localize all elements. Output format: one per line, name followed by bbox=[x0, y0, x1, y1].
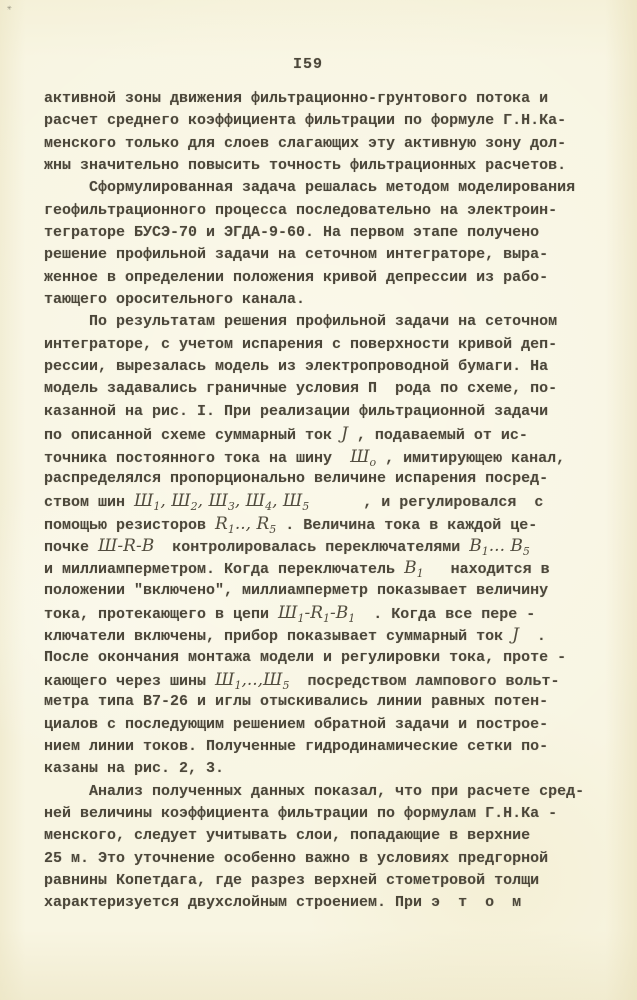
math-symbol: Ш bbox=[278, 602, 298, 623]
typewriter-text: активной зоны движения фильтрационно-грунтового потока и bbox=[44, 90, 549, 107]
typewriter-text: менского, следует учитывать слои, попадающие в верхние bbox=[44, 827, 531, 845]
typewriter-text: распределялся пропорционально величине испарения посред- bbox=[44, 469, 549, 487]
math-subscript: 5 bbox=[282, 678, 290, 692]
text-line bbox=[44, 155, 629, 177]
typewriter-text: . Когда все пере - bbox=[355, 605, 536, 623]
text-line bbox=[44, 177, 629, 199]
typewriter-text: менского только для слоев слагающих эту активную зону дол- bbox=[44, 134, 567, 152]
text-line bbox=[44, 624, 629, 646]
page-number: I59 bbox=[292, 56, 323, 73]
text-line bbox=[44, 848, 629, 870]
math-subscript: 1 bbox=[234, 678, 242, 692]
typewriter-text: кающего через шины bbox=[44, 672, 216, 690]
math-subscript: 3 bbox=[227, 500, 235, 514]
typewriter-text: ней величины коэффициента фильтрации по формулам Г.Н.Ка - bbox=[44, 805, 558, 822]
typewriter-text: рессии, вырезалась модель из электропроводной бумаги. На bbox=[44, 358, 549, 376]
math-symbol: .., R bbox=[234, 513, 270, 534]
typewriter-text: После окончания монтажа модели и регулировки тока, проте - bbox=[44, 648, 567, 666]
text-line bbox=[44, 446, 629, 468]
paragraph bbox=[44, 177, 629, 311]
text-line bbox=[44, 602, 629, 624]
text-line bbox=[44, 669, 629, 691]
text-line bbox=[44, 311, 629, 333]
math-subscript: 1 bbox=[227, 522, 235, 536]
typewriter-text: ключатели включены, прибор показывает суммарный ток bbox=[44, 628, 513, 646]
math-symbol: , Ш bbox=[272, 491, 303, 512]
text-line bbox=[44, 557, 629, 579]
typewriter-text: точника постоянного тока на шину bbox=[44, 449, 351, 467]
typewriter-text: . Величина тока в каждой це- bbox=[276, 516, 538, 534]
typewriter-text: равнины Копетдага, где разрез верхней стометровой толщи bbox=[44, 872, 540, 890]
text-line bbox=[44, 513, 629, 535]
typewriter-text: решение профильной задачи на сеточном интеграторе, выра- bbox=[44, 246, 549, 264]
math-symbol: ,..,Ш bbox=[241, 669, 283, 690]
text-line bbox=[44, 870, 629, 892]
math-symbol: Ш bbox=[350, 446, 370, 467]
math-symbol: , Ш bbox=[197, 491, 228, 512]
math-symbol: В bbox=[404, 558, 417, 579]
math-symbol: , Ш bbox=[160, 491, 191, 512]
math-subscript: 1 bbox=[416, 567, 424, 581]
typewriter-text: модель задавались граничные условия П рода по схеме, по- bbox=[44, 380, 558, 398]
math-subscript: o bbox=[369, 455, 377, 469]
text-line bbox=[44, 133, 629, 155]
math-subscript: 1 bbox=[348, 611, 356, 625]
math-symbol: ... В bbox=[488, 535, 523, 556]
text-line bbox=[44, 200, 629, 222]
text-line bbox=[44, 468, 629, 490]
typewriter-text: казаны на рис. 2, 3. bbox=[44, 760, 225, 778]
typewriter-text: казанной на рис. I. При реализации фильтрационной задачи bbox=[44, 402, 549, 420]
typewriter-text: циалов с последующим решением обратной задачи и построе- bbox=[44, 715, 549, 733]
math-subscript: 1 bbox=[323, 611, 330, 625]
text-line bbox=[44, 334, 629, 356]
math-subscript: 5 bbox=[522, 544, 530, 558]
math-symbol: Ш bbox=[134, 491, 154, 512]
math-symbol: Ш-R-В bbox=[98, 535, 155, 556]
typewriter-text: характеризуется двухслойным строением. При э т о м bbox=[44, 894, 522, 912]
text-line bbox=[44, 781, 629, 803]
typewriter-text: посредством лампового вольт- bbox=[289, 672, 560, 690]
typewriter-text: расчет среднего коэффициента фильтрации по формуле Г.Н.Ка- bbox=[44, 112, 567, 130]
typewriter-text: метра типа В7-26 и иглы отыскивались линии равных потен- bbox=[44, 693, 549, 711]
math-symbol: Ш bbox=[215, 669, 235, 690]
text-line bbox=[44, 691, 629, 713]
typewriter-text: тока, протекающего в цепи bbox=[44, 605, 279, 623]
typewriter-text: . bbox=[518, 628, 546, 646]
typewriter-text: и миллиамперметром. Когда переключатель bbox=[44, 561, 405, 579]
math-symbol: J bbox=[341, 424, 348, 445]
typewriter-text: положении "включено", миллиамперметр показывает величину bbox=[44, 581, 549, 599]
text-line bbox=[44, 244, 629, 266]
text-line bbox=[44, 714, 629, 736]
typewriter-text: почке bbox=[44, 538, 99, 556]
paragraph bbox=[44, 311, 629, 780]
typewriter-text: , имитирующею канал, bbox=[376, 449, 566, 467]
math-subscript: 2 bbox=[190, 500, 198, 514]
typewriter-text: теграторе БУСЭ-70 и ЭГДА-9-60. На первом этапе получено bbox=[44, 224, 540, 242]
math-subscript: 1 bbox=[297, 611, 305, 625]
typewriter-text: , и регулировался с bbox=[309, 494, 544, 512]
typewriter-text: жны значительно повысить точность фильтрационных расчетов. bbox=[44, 157, 567, 175]
text-line bbox=[44, 892, 629, 914]
typewriter-text: женное в определении положения кривой депрессии из рабо- bbox=[44, 268, 549, 286]
typewriter-text: тающего оросительного канала. bbox=[44, 291, 306, 309]
typewriter-text: интеграторе, с учетом испарения с поверхности кривой деп- bbox=[44, 335, 558, 353]
typewriter-text: по описанной схеме суммарный ток bbox=[44, 427, 342, 445]
text-line bbox=[44, 110, 629, 132]
text-line bbox=[44, 490, 629, 512]
typewriter-text: Анализ полученных данных показал, что при расчете сред- bbox=[44, 782, 585, 800]
math-symbol: , Ш bbox=[234, 491, 266, 512]
text-line bbox=[44, 736, 629, 758]
text-line bbox=[44, 535, 629, 557]
typewriter-text: находится в bbox=[423, 561, 550, 579]
text-line bbox=[44, 647, 629, 669]
math-subscript: 1 bbox=[481, 544, 489, 558]
math-symbol: -В bbox=[330, 602, 349, 623]
paragraph bbox=[44, 88, 629, 177]
paragraph bbox=[44, 781, 629, 915]
document-text bbox=[44, 88, 629, 915]
typewriter-text: , подаваемый от ис- bbox=[347, 427, 528, 445]
typewriter-text: помощью резисторов bbox=[44, 516, 216, 534]
typewriter-text: геофильтрационного процесса последовательно на электроин- bbox=[44, 201, 558, 219]
math-symbol: J bbox=[512, 625, 519, 646]
text-line bbox=[44, 423, 629, 445]
text-line bbox=[44, 88, 629, 110]
math-subscript: 5 bbox=[302, 500, 310, 514]
math-subscript: 4 bbox=[265, 500, 273, 514]
text-line bbox=[44, 803, 629, 825]
text-line bbox=[44, 758, 629, 780]
math-symbol: В bbox=[469, 535, 482, 556]
typewriter-text: ством шин bbox=[44, 494, 135, 512]
math-subscript: 1 bbox=[153, 500, 161, 514]
math-symbol: -R bbox=[304, 602, 323, 623]
typewriter-text: контролировалась переключателями bbox=[154, 538, 470, 556]
text-line bbox=[44, 378, 629, 400]
typewriter-text: Сформулированная задача решалась методом моделирования bbox=[44, 179, 576, 197]
typewriter-text: По результатам решения профильной задачи на сеточном bbox=[44, 313, 558, 331]
text-line bbox=[44, 401, 629, 423]
text-line bbox=[44, 356, 629, 378]
text-line bbox=[44, 267, 629, 289]
math-symbol: R bbox=[215, 513, 228, 534]
text-line bbox=[44, 289, 629, 311]
typewriter-text: 25 м. Это уточнение особенно важно в условиях предгорной bbox=[44, 849, 549, 867]
text-line bbox=[44, 580, 629, 602]
typewriter-text: нием линии токов. Полученные гидродинамические сетки по- bbox=[44, 737, 549, 755]
text-line bbox=[44, 825, 629, 847]
text-line bbox=[44, 222, 629, 244]
math-subscript: 5 bbox=[269, 522, 277, 536]
scan-speck: ✳ bbox=[7, 4, 12, 13]
